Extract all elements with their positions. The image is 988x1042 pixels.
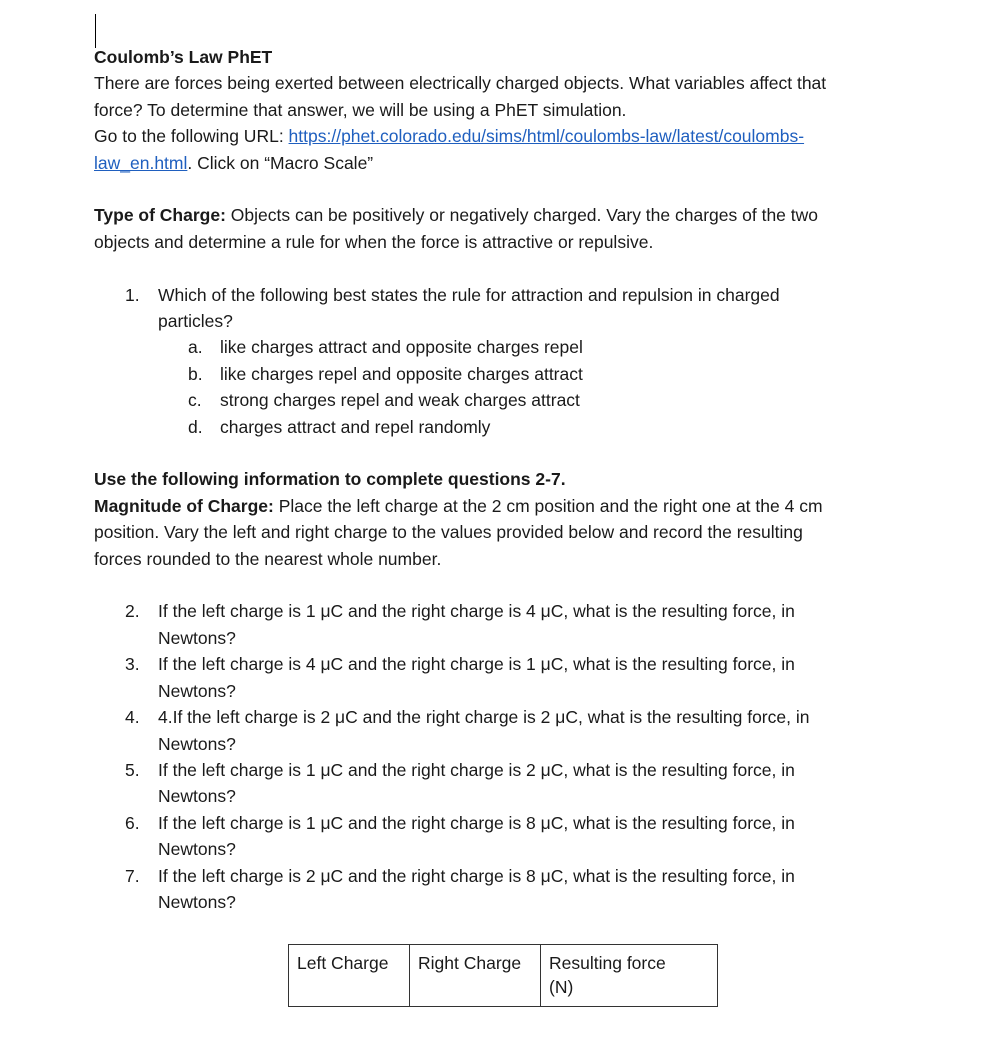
question-3: 3. If the left charge is 4 μC and the right charge is 1 μC, what is the resulting force, in Newtons? [125, 654, 795, 701]
text-cursor [95, 14, 96, 48]
intro-line-2: force? To determine that answer, we will be using a PhET simulation. [94, 99, 627, 120]
question-1-options [158, 334, 914, 440]
use-info-heading: Use the following information to complete questions 2-7. [94, 469, 566, 490]
option-d: d. charges attract and repel randomly [188, 416, 491, 437]
questions-2-7-list [94, 598, 914, 915]
type-of-charge-heading: Type of Charge: [94, 205, 226, 226]
type-of-charge-line-2: objects and determine a rule for when the force is attractive or repulsive. [94, 231, 654, 252]
question-7: 7. If the left charge is 2 μC and the right charge is 8 μC, what is the resulting force, in Newtons? [125, 865, 795, 912]
document-title: Coulomb’s Law PhET [94, 47, 273, 67]
type-of-charge-para: Type of Charge: Objects can be positively or negatively charged. Vary the charges of the two [94, 205, 818, 226]
results-table [288, 944, 718, 1007]
table-header-row [289, 945, 718, 1007]
url-line-2 [94, 150, 914, 176]
header-left-charge: Left Charge [289, 945, 410, 1007]
magnitude-heading: Magnitude of Charge: [94, 495, 274, 516]
header-resulting-force: Resulting force (N) [541, 945, 718, 1007]
question-5: 5. If the left charge is 1 μC and the right charge is 2 μC, what is the resulting force, in Newtons? [125, 759, 795, 807]
option-b: b. like charges repel and opposite charges attract [188, 363, 583, 384]
magnitude-line-3: forces rounded to the nearest whole number. [94, 548, 442, 569]
question-4: 4. 4.If the left charge is 2 μC and the right charge is 2 μC, what is the resulting force, in Newtons? [125, 707, 810, 754]
question-1-text: Which of the following best states the rule for attraction and repulsion in charged [158, 284, 780, 305]
url-line-1 [94, 123, 914, 149]
question-1-list [94, 282, 914, 440]
header-right-charge: Right Charge [410, 945, 541, 1007]
question-6: 6. If the left charge is 1 μC and the right charge is 8 μC, what is the resulting force, in Newtons? [125, 812, 795, 860]
phet-url-link[interactable]: https://phet.colorado.edu/sims/html/coulombs-law/latest/coulombs- [288, 126, 805, 147]
question-1: 1. Which of the following best states the rule for attraction and repulsion in charged particles? a. like charges attract and opposite charges repel b. like charges repel and opposite charges attract c. strong charges repel and weak charges attract d. charges attract and repel randomly [94, 282, 914, 440]
question-2: 2. If the left charge is 1 μC and the right charge is 4 μC, what is the resulting force, in Newtons? [125, 601, 795, 648]
magnitude-para: Magnitude of Charge: Place the left charge at the 2 cm position and the right one at the 4 cm [94, 495, 823, 516]
magnitude-line-2: position. Vary the left and right charge to the values provided below and record the resulting [94, 522, 803, 543]
option-a: a. like charges attract and opposite charges repel [188, 337, 583, 358]
document-body [94, 44, 914, 915]
url-suffix: . Click on “Macro Scale” [187, 152, 374, 173]
phet-url-link-cont[interactable]: law_en.html [94, 152, 188, 173]
intro-line-1: There are forces being exerted between electrically charged objects. What variables affect that [94, 73, 827, 94]
option-c: c. strong charges repel and weak charges attract [188, 390, 580, 411]
url-prefix: Go to the following URL: [94, 126, 289, 147]
